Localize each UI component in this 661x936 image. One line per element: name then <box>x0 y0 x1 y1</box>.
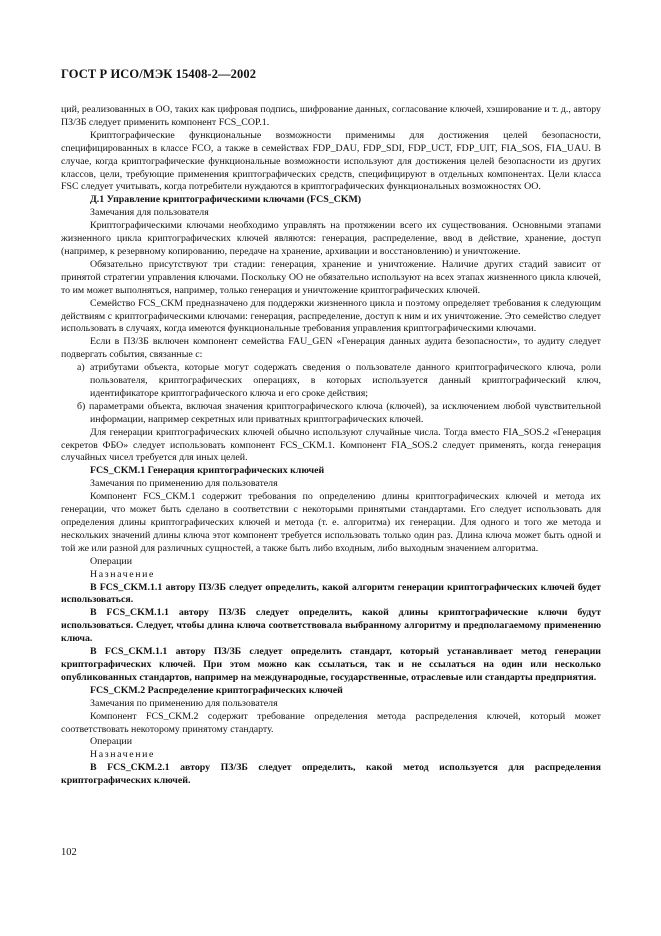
paragraph: Семейство FCS_CKM предназначено для поддержки жизненного цикла и поэтому определяет требования к следующим действиям с криптографическими ключами: генерация, распределение, доступ к ним и их уничтожение. Это семейство следует использовать в случаях, когда имеются функциональные требования управления криптографическими ключами. <box>61 297 601 335</box>
requirement-text: В FCS_CKM.1.1 автору ПЗ/ЗБ следует определить, какой алгоритм генерации криптографических ключей будет использоваться. <box>61 581 601 606</box>
subsection-heading: FCS_CKM.2 Распределение криптографических ключей <box>90 684 343 696</box>
paragraph: Операции <box>90 736 132 748</box>
list-item: а) атрибутами объекта, которые могут содержать сведения о пользователе данного криптографического ключа, роли пользователя, криптографических операциях, в которых используется данный криптографический ключ, идентификаторе криптографического ключа и его сроке действия; <box>77 362 601 399</box>
body-text <box>61 104 601 788</box>
list-item: б) параметрами объекта, включая значения криптографического ключа (ключей), за исключением любой чувствительной информации, например секретных или приватных криптографических ключей. <box>77 400 601 425</box>
paragraph: Для генерации криптографических ключей обычно используют случайные числа. Тогда вместо FIA_SOS.2 «Генерация секретов ФБО» следует использовать компонент FCS_CKM.1. Компонент FIA_SOS.2 следует применять, когда генерация случайных чисел требуется для иных целей. <box>61 426 601 464</box>
paragraph: Если в ПЗ/ЗБ включен компонент семейства FAU_GEN «Генерация данных аудита безопасности», то аудиту следует подвергать события, связанные с: <box>61 336 601 361</box>
paragraph: Замечания для пользователя <box>90 207 209 219</box>
paragraph: Обязательно присутствуют три стадии: генерация, хранение и уничтожение. Наличие других стадий зависит от принятой стратегии управления ключами. Поскольку ОО не обязательно используют на всех этапах жизненного цикла ключей, то им может выполняться, например, только генерация и уничтожение криптографических ключей. <box>61 258 601 296</box>
page-header: ГОСТ Р ИСО/МЭК 15408-2—2002 <box>61 67 257 81</box>
page-number: 102 <box>61 847 77 858</box>
paragraph: Назначение <box>90 568 155 580</box>
paragraph: Криптографические функциональные возможности применимы для достижения целей безопасности, специфицированных в классе FCO, а также в семействах FDP_DAU, FDP_SDI, FDP_UCT, FDP_UIT, FIA_SOS, FIA_UAU. В случае, когда криптографические функциональные возможности используют для достижения целей безопасности из других классов, цели, требующие применения криптографических средств, специфицируют в отдельных компонентах. Цели класса FSC следует учитывать, когда потребители нуждаются в криптографических функциональных возможностях ОО. <box>61 129 601 193</box>
paragraph: ций, реализованных в ОО, таких как цифровая подпись, шифрование данных, согласование ключей, хэширование и т. д., автору ПЗ/ЗБ следует применить компонент FCS_COP.1. <box>61 104 601 128</box>
paragraph: Компонент FCS_CKM.2 содержит требование определения метода распределения ключей, который может соответствовать некоторому принятому стандарту. <box>61 710 601 735</box>
subsection-heading: FCS_CKM.1 Генерация криптографических ключей <box>90 465 325 477</box>
paragraph: Замечания по применению для пользователя <box>90 478 278 490</box>
paragraph: Замечания по применению для пользователя <box>90 697 278 709</box>
paragraph: Операции <box>90 555 132 567</box>
paragraph: Назначение <box>90 749 155 761</box>
requirement-text: В FCS_CKM.2.1 автору ПЗ/ЗБ следует определить, какой метод используется для распределения криптографических ключей. <box>61 762 601 787</box>
requirement-text: В FCS_CKM.1.1 автору ПЗ/ЗБ следует определить, какой длины криптографические ключи будут использоваться. Следует, чтобы длина ключа соответствовала выбранному алгоритму и предполагаемому применению ключа. <box>61 607 601 645</box>
paragraph: Криптографическими ключами необходимо управлять на протяжении всего их существования. Основными этапами жизненного цикла криптографических ключей являются: генерация, распределение, ввод в действие, хранение, доступ (например, к резервному копированию, передаче на хранение, архивации и восстановлению) и уничтожение. <box>61 220 601 257</box>
requirement-text: В FCS_CKM.1.1 автору ПЗ/ЗБ следует определить стандарт, который устанавливает метод генерации криптографических ключей. При этом можно как ссылаться, так и не ссылаться на один или несколько опубликованных стандартов, например на международные, государственные, отраслевые или стандарты предприятия. <box>61 646 601 683</box>
paragraph: Компонент FCS_CKM.1 содержит требования по определению длины криптографических ключей и метода их генерации, что может быть сделано в соответствии с некоторыми принятыми стандартами. Его следует использовать для определения длины криптографических ключей и метода (т. е. алгоритма) их генерации. Для одного и того же метода и нескольких значений длины ключа этот компонент требуется использовать только один раз. Длина ключа может быть одной и той же или разной для различных сущностей, а также быть либо входным, либо выходным значением алгоритма. <box>61 491 601 554</box>
section-heading: Д.1 Управление криптографическими ключами (FCS_CKM) <box>90 194 362 206</box>
